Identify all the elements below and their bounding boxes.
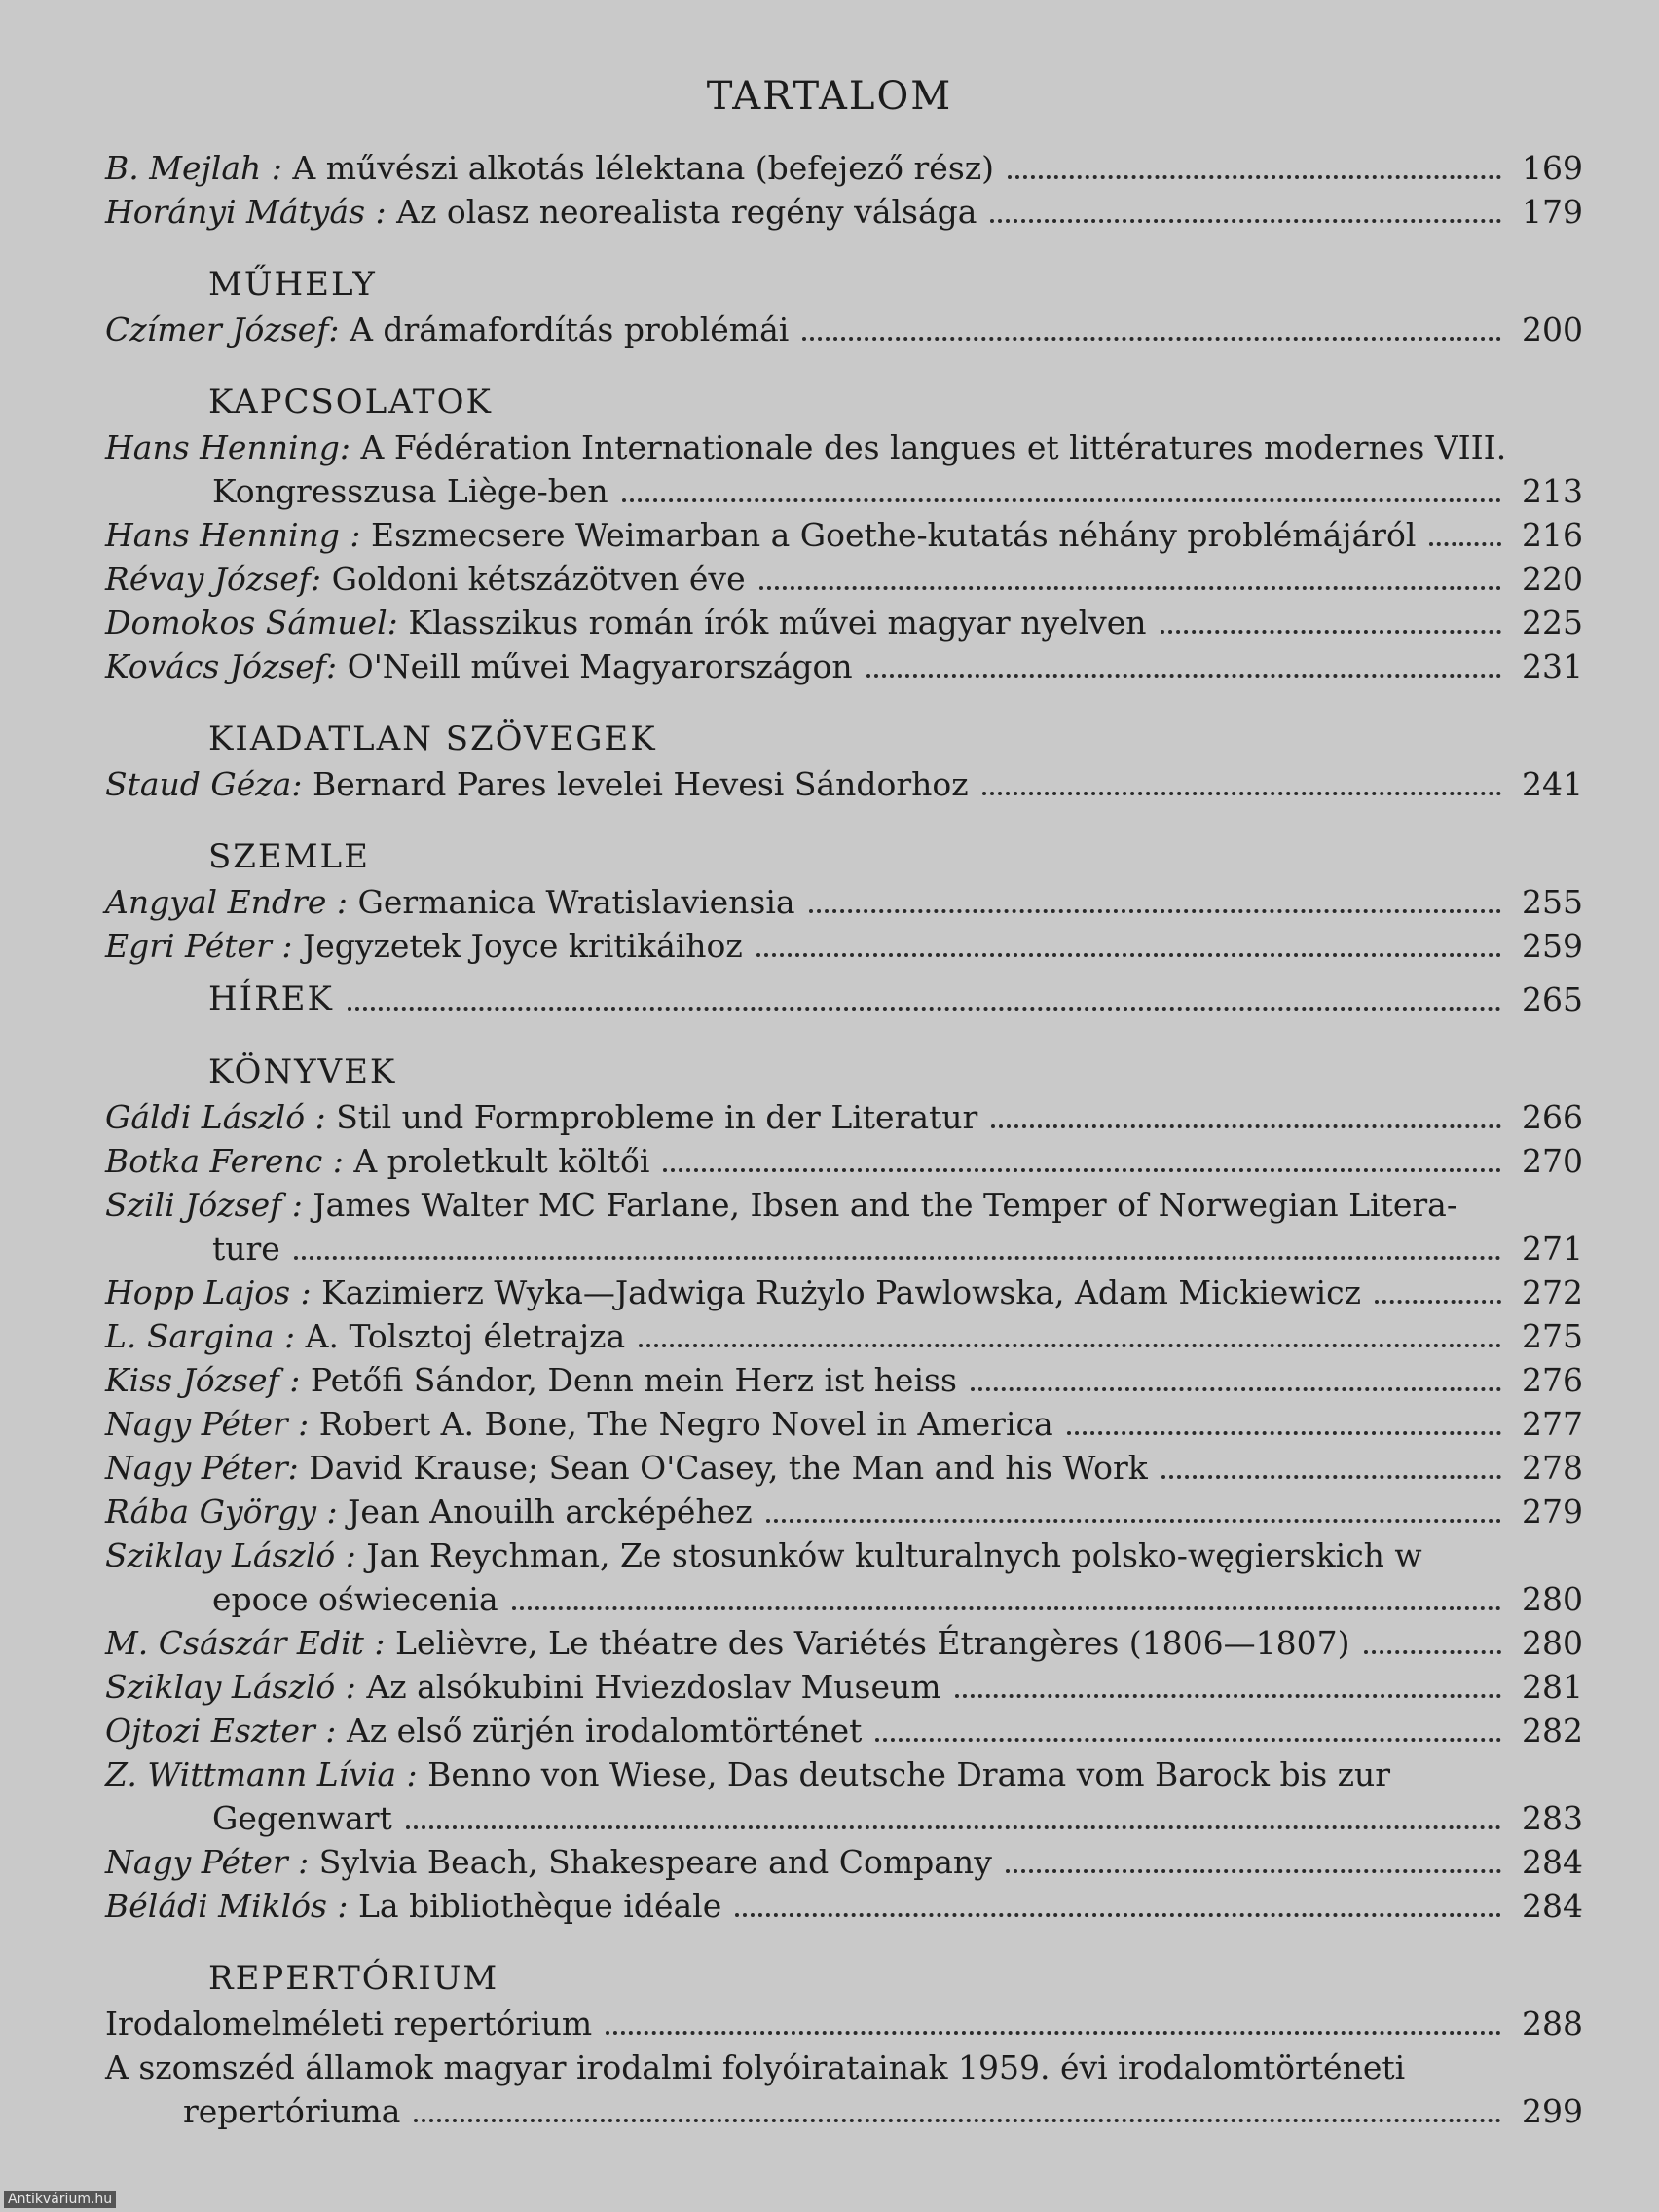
page-number: 231 — [1522, 647, 1583, 685]
toc-entry — [105, 1840, 1583, 1884]
section-heading-konyvek: KÖNYVEK — [208, 1052, 397, 1091]
dot-leader — [875, 1737, 1501, 1742]
section-heading-szemle: SZEMLE — [208, 837, 370, 876]
page-number: 275 — [1522, 1317, 1583, 1355]
toc-entry — [105, 1490, 1583, 1533]
entry-author: M. Császár Edit : — [105, 1624, 386, 1662]
toc-entry — [105, 469, 1583, 513]
dot-leader — [512, 1605, 1501, 1610]
entry-author: Révay József: — [105, 560, 322, 598]
dot-leader — [1375, 1299, 1501, 1304]
dot-leader — [1429, 541, 1501, 546]
dot-leader — [809, 908, 1501, 913]
dot-leader — [1008, 174, 1501, 179]
page-number: 266 — [1522, 1098, 1583, 1136]
dot-leader — [991, 1124, 1501, 1128]
page-number: 277 — [1522, 1405, 1583, 1443]
page-number: 282 — [1522, 1712, 1583, 1750]
dot-leader — [982, 791, 1501, 795]
page-number: 271 — [1522, 1230, 1583, 1268]
entry-author: Gáldi László : — [105, 1098, 326, 1136]
section-heading-repertorium: REPERTÓRIUM — [208, 1959, 499, 1998]
toc-entry — [105, 645, 1583, 688]
entry-title: Irodalomelméleti repertórium — [105, 2005, 593, 2043]
entry-author: Hans Henning: — [105, 428, 350, 466]
entry-author: Szili József : — [105, 1186, 303, 1224]
table-of-contents — [105, 146, 1583, 2133]
entry-author: Domokos Sámuel: — [105, 604, 398, 642]
page-number: 213 — [1522, 472, 1583, 510]
entry-author: Béládi Miklós : — [105, 1887, 349, 1925]
toc-entry — [105, 1884, 1583, 1928]
entry-title: Stil und Formprobleme in der Literatur — [336, 1098, 978, 1136]
entry-author: Nagy Péter : — [105, 1405, 310, 1443]
toc-entry — [105, 1139, 1583, 1183]
page-number: 220 — [1522, 560, 1583, 598]
dot-leader — [955, 1693, 1501, 1698]
dot-leader — [735, 1912, 1501, 1917]
toc-entry-line — [105, 1752, 1583, 1796]
entry-author: Staud Géza: — [105, 765, 303, 803]
entry-author: Angyal Endre : — [105, 883, 348, 921]
toc-entry — [105, 2089, 1583, 2133]
toc-entry — [105, 146, 1583, 190]
page-number: 284 — [1522, 1887, 1583, 1925]
entry-author: Sziklay László : — [105, 1668, 356, 1706]
toc-entry — [105, 1314, 1583, 1358]
toc-entry — [105, 513, 1583, 557]
entry-title: A Fédération Internationale des langues et littératures modernes VIII. — [360, 428, 1507, 466]
dot-leader — [990, 218, 1501, 223]
entry-author: Nagy Péter : — [105, 1843, 310, 1881]
page-number: 299 — [1522, 2092, 1583, 2130]
entry-title: A művészi alkotás lélektana (befejező rész) — [292, 149, 995, 187]
dot-leader — [414, 2118, 1501, 2122]
entry-title: Jan Reychman, Ze stosunków kulturalnych polsko-węgierskich w — [366, 1536, 1422, 1574]
entry-author: Hans Henning : — [105, 516, 361, 554]
toc-entry — [105, 1577, 1583, 1621]
page-number: 278 — [1522, 1449, 1583, 1487]
toc-entry — [105, 880, 1583, 924]
toc-entry — [105, 190, 1583, 234]
page-number: 272 — [1522, 1273, 1583, 1311]
page-number: 265 — [1522, 980, 1583, 1018]
entry-title: James Walter MC Farlane, Ibsen and the Temper of Norwegian Litera- — [313, 1186, 1457, 1224]
toc-entry — [105, 1446, 1583, 1490]
entry-author: Horányi Mátyás : — [105, 193, 387, 231]
entry-title: Kazimierz Wyka—Jadwiga Rużylo Pawlowska, Adam Mickiewicz — [321, 1273, 1361, 1311]
toc-entry — [105, 2002, 1583, 2046]
entry-author: Hopp Lajos : — [105, 1273, 312, 1311]
dot-leader — [1067, 1430, 1501, 1435]
entry-title-continuation: repertóriuma — [183, 2092, 401, 2130]
entry-title: A. Tolsztoj életrajza — [305, 1317, 626, 1355]
entry-title: Lelièvre, Le théatre des Variétés Étrangères (1806—1807) — [395, 1624, 1350, 1662]
entry-title-continuation: Kongresszusa Liège-ben — [212, 472, 608, 510]
page-number: 279 — [1522, 1493, 1583, 1530]
toc-entry-line — [105, 425, 1583, 469]
toc-entry — [105, 557, 1583, 601]
toc-entry — [105, 762, 1583, 806]
entry-title: Jean Anouilh arcképéhez — [348, 1493, 753, 1530]
entry-title-continuation: Gegenwart — [212, 1799, 392, 1837]
dot-leader — [1006, 1868, 1501, 1873]
page-number: 280 — [1522, 1624, 1583, 1662]
dot-leader — [639, 1343, 1501, 1347]
entry-author: Rába György : — [105, 1493, 338, 1530]
dot-leader — [1364, 1649, 1501, 1654]
entry-author: Kiss József : — [105, 1361, 301, 1399]
entry-title: Bernard Pares levelei Hevesi Sándorhoz — [312, 765, 969, 803]
entry-title: Sylvia Beach, Shakespeare and Company — [318, 1843, 992, 1881]
toc-entry — [105, 601, 1583, 645]
entry-title: Germanica Wratislaviensia — [357, 883, 795, 921]
entry-title: David Krause; Sean O'Casey, the Man and his Work — [309, 1449, 1148, 1487]
section-heading-muhely: MŰHELY — [208, 265, 377, 304]
entry-title: O'Neill művei Magyarországon — [347, 647, 853, 685]
entry-author: Sziklay László : — [105, 1536, 356, 1574]
entry-title: Petőfi Sándor, Denn mein Herz ist heiss — [310, 1361, 957, 1399]
entry-title: A drámafordítás problémái — [350, 311, 790, 349]
page-number: 216 — [1522, 516, 1583, 554]
entry-title-continuation: ture — [212, 1230, 280, 1268]
toc-entry — [105, 1358, 1583, 1402]
toc-entry-hirek — [105, 977, 1583, 1021]
page-number: 281 — [1522, 1668, 1583, 1706]
page-number: 225 — [1522, 604, 1583, 642]
toc-entry — [105, 1227, 1583, 1271]
entry-author: Nagy Péter: — [105, 1449, 299, 1487]
entry-title: A szomszéd államok magyar irodalmi folyóiratainak 1959. évi irodalomtörténeti — [105, 2048, 1406, 2086]
page-title: TARTALOM — [706, 74, 953, 119]
page-number: 270 — [1522, 1142, 1583, 1180]
dot-leader — [622, 498, 1501, 502]
toc-entry — [105, 1621, 1583, 1665]
entry-author: Kovács József: — [105, 647, 338, 685]
page-number: 179 — [1522, 193, 1583, 231]
dot-leader — [756, 952, 1501, 957]
page-number: 255 — [1522, 883, 1583, 921]
entry-title: Goldoni kétszázötven éve — [331, 560, 746, 598]
dot-leader — [802, 336, 1501, 341]
dot-leader — [866, 673, 1501, 678]
toc-entry — [105, 1665, 1583, 1709]
section-heading-hirek: HÍREK — [208, 979, 334, 1018]
dot-leader — [1161, 629, 1501, 634]
entry-author: Egri Péter : — [105, 927, 293, 965]
entry-title: Benno von Wiese, Das deutsche Drama vom Barock bis zur — [427, 1755, 1391, 1793]
dot-leader — [766, 1518, 1501, 1523]
dot-leader — [348, 1006, 1501, 1011]
page-number: 283 — [1522, 1799, 1583, 1837]
entry-title: La bibliothèque idéale — [357, 1887, 722, 1925]
entry-author: Botka Ferenc : — [105, 1142, 344, 1180]
toc-entry — [105, 1709, 1583, 1752]
entry-title: A proletkult költői — [353, 1142, 650, 1180]
section-heading-kiadatlan: KIADATLAN SZÖVEGEK — [208, 719, 657, 758]
entry-author: Czímer József: — [105, 311, 340, 349]
toc-entry — [105, 1271, 1583, 1314]
dot-leader — [971, 1386, 1501, 1391]
toc-entry — [105, 308, 1583, 351]
dot-leader — [663, 1167, 1501, 1172]
toc-entry — [105, 1796, 1583, 1840]
entry-title: Az olasz neorealista regény válsága — [396, 193, 977, 231]
entry-author: Z. Wittmann Lívia : — [105, 1755, 418, 1793]
dot-leader — [406, 1825, 1501, 1829]
page-number: 284 — [1522, 1843, 1583, 1881]
entry-title: Az alsókubini Hviezdoslav Museum — [366, 1668, 941, 1706]
page-number: 280 — [1522, 1580, 1583, 1618]
page-number: 200 — [1522, 311, 1583, 349]
entry-author: L. Sargina : — [105, 1317, 296, 1355]
page-number: 241 — [1522, 765, 1583, 803]
section-heading-kapcsolatok: KAPCSOLATOK — [208, 383, 493, 422]
entry-title: Jegyzetek Joyce kritikáihoz — [302, 927, 743, 965]
page-number: 288 — [1522, 2005, 1583, 2043]
toc-entry — [105, 1402, 1583, 1446]
watermark: Antikvárium.hu — [4, 2191, 116, 2208]
entry-title: Robert A. Bone, The Negro Novel in America — [318, 1405, 1053, 1443]
toc-entry — [105, 924, 1583, 968]
entry-author: B. Mejlah : — [105, 149, 282, 187]
page-number: 276 — [1522, 1361, 1583, 1399]
entry-title: Eszmecsere Weimarban a Goethe-kutatás néhány problémájáról — [371, 516, 1417, 554]
toc-entry — [105, 1095, 1583, 1139]
dot-leader — [606, 2030, 1501, 2035]
page-number: 259 — [1522, 927, 1583, 965]
entry-title: Az első zürjén irodalomtörténet — [346, 1712, 863, 1750]
dot-leader — [294, 1255, 1501, 1260]
entry-title-continuation: epoce oświecenia — [212, 1580, 498, 1618]
toc-entry-line — [105, 2046, 1583, 2089]
entry-title: Klasszikus román írók művei magyar nyelven — [408, 604, 1147, 642]
entry-author: Ojtozi Eszter : — [105, 1712, 337, 1750]
dot-leader — [1161, 1474, 1501, 1479]
page-number: 169 — [1522, 149, 1583, 187]
toc-entry-line — [105, 1533, 1583, 1577]
dot-leader — [759, 585, 1501, 590]
toc-entry-line — [105, 1183, 1583, 1227]
